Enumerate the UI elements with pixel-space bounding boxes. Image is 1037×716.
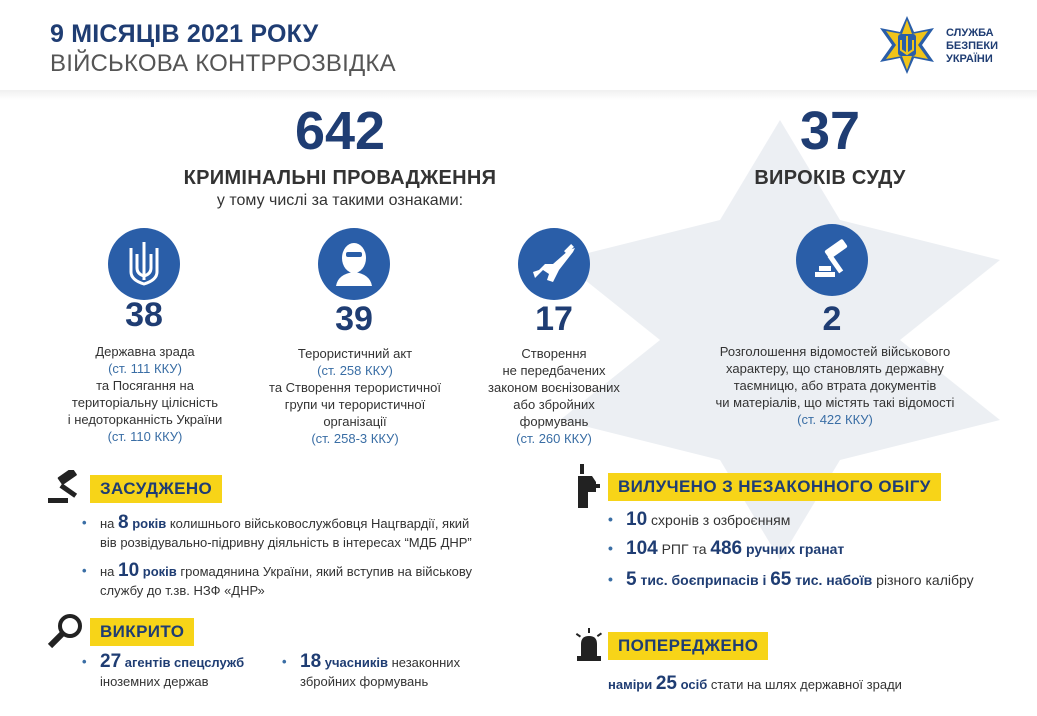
verdicts-count: 37 bbox=[799, 101, 861, 161]
convicted-badge: ЗАСУДЖЕНО bbox=[90, 475, 222, 503]
seized-item: • 5 тис. боєприпасів і 65 тис. набоїв різного калібру bbox=[608, 569, 974, 590]
prevented-badge: ПОПЕРЕДЖЕНО bbox=[608, 632, 768, 660]
criminal-cases-sublabel: у тому числі за такими ознаками: bbox=[216, 192, 464, 209]
criminal-cases-label: КРИМІНАЛЬНІ ПРОВАДЖЕННЯ bbox=[183, 167, 497, 189]
rifle-icon bbox=[518, 228, 590, 300]
page-subtitle: ВІЙСЬКОВА КОНТРРОЗВІДКА bbox=[50, 50, 396, 77]
bullet-icon: • bbox=[82, 563, 87, 578]
armed-groups-description: Створення не передбачених законом воєнізованих або збройних формувань (ст. 260 ККУ) bbox=[488, 346, 620, 446]
criminal-cases-count: 642 bbox=[294, 101, 386, 161]
seized-badge: ВИЛУЧЕНО З НЕЗАКОННОГО ОБІГУ bbox=[608, 473, 941, 501]
prevented-item: наміри 25 осіб стати на шлях державної зради bbox=[608, 673, 902, 694]
ssu-emblem-icon bbox=[876, 14, 938, 76]
exposed-item: • 27 агентів спецслужб іноземних держав bbox=[82, 651, 245, 689]
terrorism-description: Терористичний акт (ст. 258 ККУ) та Створення терористичної групи чи терористичної організації (ст. 258-3 ККУ) bbox=[269, 346, 441, 446]
seized-item: • 104 РПГ та 486 ручних гранат bbox=[608, 538, 845, 559]
bullet-icon: • bbox=[282, 654, 287, 669]
verdicts-label: ВИРОКІВ СУДУ bbox=[754, 167, 906, 189]
logo-text: СЛУЖБА БЕЗПЕКИ УКРАЇНИ bbox=[946, 27, 998, 65]
terrorism-count: 39 bbox=[335, 300, 373, 338]
exposed-badge: ВИКРИТО bbox=[90, 618, 194, 646]
ammo-icon bbox=[574, 462, 602, 510]
siren-icon bbox=[574, 628, 604, 662]
convicted-item: • на 10 років громадянина України, який вступив на військову службу до т.зв. НЗФ «ДНР» bbox=[82, 560, 473, 598]
disclosure-count: 2 bbox=[822, 300, 842, 338]
bullet-icon: • bbox=[608, 540, 613, 556]
gavel-icon bbox=[46, 470, 90, 506]
treason-count: 38 bbox=[125, 296, 163, 334]
armed-groups-count: 17 bbox=[535, 300, 573, 338]
page-title: 9 МІСЯЦІВ 2021 РОКУ bbox=[50, 20, 319, 48]
masked-person-icon bbox=[318, 228, 390, 300]
header-divider bbox=[0, 90, 1037, 100]
bullet-icon: • bbox=[608, 511, 613, 527]
treason-description: Державна зрада (ст. 111 ККУ) та Посягання на територіальну цілісність і недоторканність України (ст. 110 ККУ) bbox=[67, 344, 223, 444]
convicted-item: • на 8 років колишнього військовослужбовця Нацгвардії, який вів розвідувально-підривну діяльність в інтересах “МДБ ДНР” bbox=[82, 512, 472, 550]
bullet-icon: • bbox=[82, 654, 87, 669]
bullet-icon: • bbox=[608, 571, 613, 587]
seized-item: • 10 схронів з озброєнням bbox=[608, 509, 791, 530]
exposed-item: • 18 учасників незаконних збройних формувань bbox=[282, 651, 461, 689]
gavel-icon bbox=[796, 224, 868, 296]
trident-icon bbox=[108, 228, 180, 300]
magnifier-icon bbox=[46, 612, 86, 648]
bullet-icon: • bbox=[82, 515, 87, 530]
disclosure-description: Розголошення відомостей військового характеру, що становлять державну таємницю, або втрата документів чи матеріалів, що містять такі відомості (ст. 422 ККУ) bbox=[715, 344, 955, 427]
